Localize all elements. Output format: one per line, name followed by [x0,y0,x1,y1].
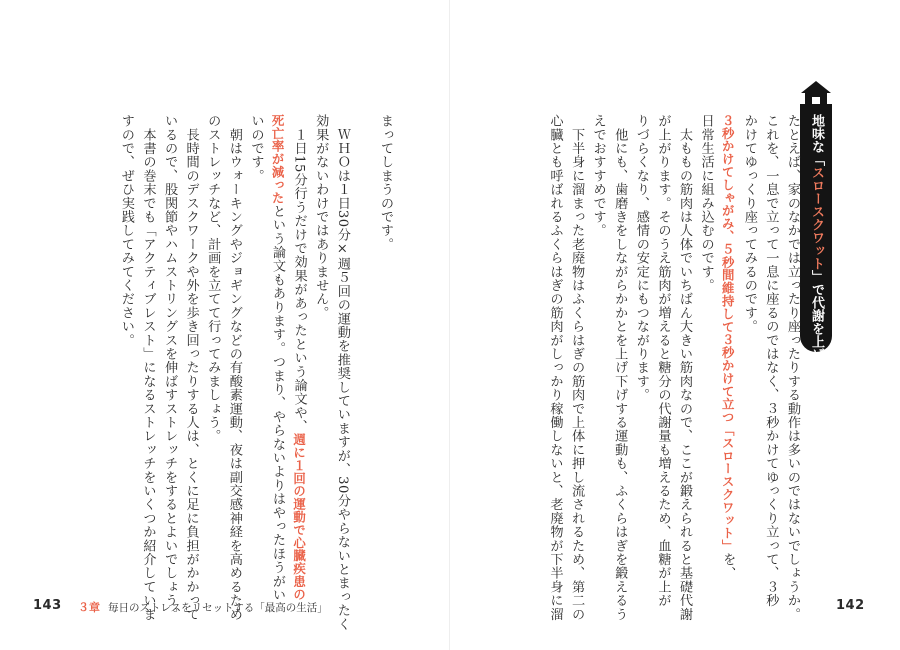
body-text: えでおすすめです。 [590,114,606,238]
text-line [738,114,760,554]
body-text: まってしまうのです。 [378,114,393,251]
text-line [717,114,739,581]
body-text: すので、ぜひ実践してみてください。 [118,114,134,347]
heading-part-3: 」で代謝を上げる [809,270,824,374]
text-line [374,114,396,554]
highlighted-text: 週に１回の運動で心臓疾患の [291,433,307,601]
text-line [331,114,353,631]
text-line [587,114,609,554]
text-line [760,114,782,608]
text-line [223,114,245,621]
heading-keyword: スロースクワット [809,166,824,270]
section-heading [800,114,832,374]
body-text: 他にも、歯磨きをしながらかかとを上げ下げする運動も、ふくらはぎを鍛えるう [612,114,628,621]
highlighted-text: ３秒かけてしゃがみ、５秒間維持して３秒かけて立つ「スロースクワット」 [720,114,736,553]
body-text: これを、一息で立って一息に座るのではなく、３秒かけてゆっくり立って、３秒 [763,114,779,608]
chapter-title: 毎日のストレスをリセットする「最高の生活」 [108,601,328,614]
body-text: 日常生活に組み込むのです。 [698,114,714,293]
body-text: 太ももの筋肉は人体でいちばん大きい筋肉なので、ここが鍛えられると基礎代謝 [677,114,693,621]
body-text: りづらくなり、感情の安定にもつながります。 [633,114,649,402]
text-line [202,114,224,554]
body-text: １日15分行うだけで効果があったという論文や、 [291,114,307,434]
text-line [158,114,180,621]
text-line [781,114,803,621]
text-line [288,114,310,601]
text-line [180,114,202,621]
text-line [673,114,695,621]
text-line [630,114,652,554]
body-text: 本書の巻末でも「アクティブレスト」になるストレッチをいくつか紹介していま [140,114,156,621]
left-page-number: 143 [33,598,62,613]
text-line [652,114,674,608]
text-line [609,114,631,621]
body-text: 朝はウォーキングやジョギングなどの有酸素運動、夜は副交感神経を高めるため [226,114,242,621]
text-line [310,114,332,554]
text-line [544,114,566,621]
body-text: が上がります。そのうえ筋肉が増えると糖分の代謝量も増えるため、血糖が上が [655,114,671,608]
right-page-number: 142 [836,598,865,613]
page-gutter [449,0,450,650]
house-icon [800,80,832,106]
heading-part-1: 地味な「 [809,114,824,166]
text-line [245,114,267,554]
text-line [266,114,288,602]
text-line [695,114,717,554]
highlighted-text: 死亡率が減った [270,114,286,205]
body-text: たとえば、家のなかでは立ったり座ったりする動作は多いのではないでしょうか。 [785,114,800,621]
text-line [115,114,137,554]
text-line [565,114,587,621]
body-text: 下半身に溜まった老廃物はふくらはぎの筋肉で上体に押し流されるため、第二の [569,114,585,621]
section-heading-tab [800,80,832,374]
body-text: を、 [720,552,736,581]
body-text: いるので、股関節やハムストリングスを伸ばすストレッチをするとよいでしょう。 [162,114,178,621]
body-text: という論文もあります。つまり、やらないよりはやったほうがい [270,204,286,602]
text-line [137,114,159,621]
body-text: ＷＨＯは１日30分×週５回の運動を推奨していますが、30分やらないとまったく [334,114,350,631]
running-footer [78,599,328,615]
body-text: 心臓とも呼ばれるふくらはぎの筋肉がしっかり稼働しないと、老廃物が下半身に溜 [547,114,563,621]
text-line [353,114,375,554]
right-page-body [507,114,803,621]
body-text: 効果がないわけではありません。 [313,114,329,320]
chapter-number: ３章 [78,601,100,614]
body-text: のストレッチなど、計画を立てて行ってみましょう。 [205,114,221,443]
body-text: かけてゆっくり座ってみるのです。 [741,114,757,334]
body-text: いのです。 [248,114,264,183]
body-text: 長時間のデスクワークや外を歩き回ったりする人は、とくに足に負担がかかって [183,114,199,621]
